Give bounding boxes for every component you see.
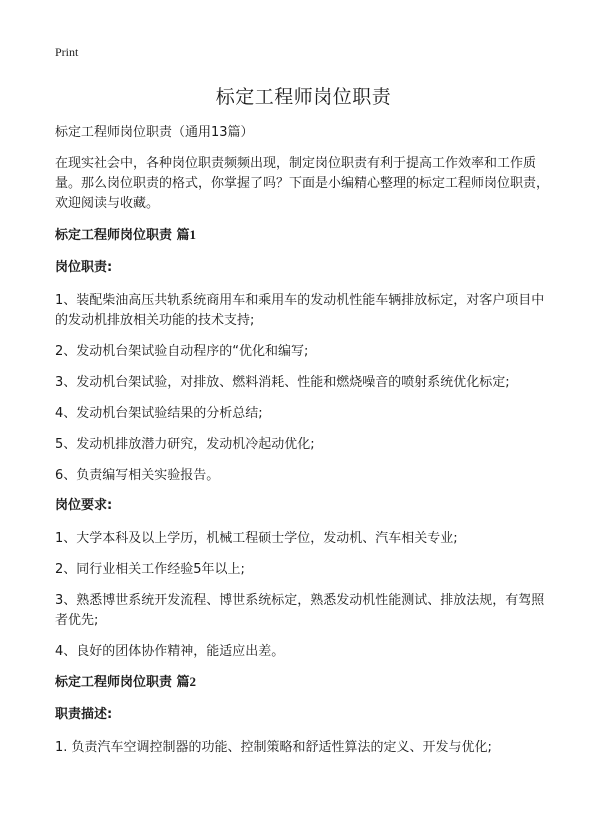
article-1-heading-text: 标定工程师岗位职责 篇 (55, 228, 190, 243)
intro-paragraph: 在现实社会中，各种岗位职责频频出现，制定岗位职责有利于提高工作效率和工作质量。那么岗位职责的格式，你掌握了吗？下面是小编精心整理的标定工程师岗位职责，欢迎阅读与收藏。 (55, 156, 550, 211)
article-2-heading-text: 标定工程师岗位职责 篇 (55, 675, 190, 690)
duties-label: 岗位职责: (55, 260, 113, 275)
requirement-item: 1、大学本科及以上学历，机械工程硕士学位，发动机、汽车相关专业; (55, 531, 458, 546)
article-1-heading-number: 1 (189, 227, 197, 242)
requirement-item: 4、良好的团体协作精神，能适应出差。 (55, 644, 285, 659)
requirement-item: 3、熟悉博世系统开发流程、博世系统标定，熟悉发动机性能测试、排放法规，有驾照者优先; (55, 593, 545, 628)
article-1-heading (55, 226, 552, 245)
duty-item: 4、发动机台架试验结果的分析总结; (55, 406, 263, 421)
document-subtitle: 标定工程师岗位职责（通用13篇） (55, 125, 254, 140)
duty-item: 3、发动机台架试验，对排放、燃料消耗、性能和燃烧噪音的喷射系统优化标定; (55, 375, 510, 390)
description-item: 1. 负责汽车空调控制器的功能、控制策略和舒适性算法的定义、开发与优化; (55, 740, 492, 755)
article-2-heading (55, 673, 552, 692)
duty-item: 1、装配柴油高压共轨系统商用车和乘用车的发动机性能车辆排放标定，对客户项目中的发动机排放相关功能的技术支持; (55, 293, 545, 328)
print-link[interactable]: Print (55, 45, 79, 59)
requirements-label: 岗位要求: (55, 498, 113, 513)
page-title: 标定工程师岗位职责 (215, 86, 392, 108)
job-description-label: 职责描述: (55, 707, 113, 722)
article-2-heading-number: 2 (189, 674, 197, 689)
duty-item: 5、发动机排放潜力研究，发动机冷起动优化; (55, 437, 315, 452)
duty-item: 6、负责编写相关实验报告。 (55, 468, 220, 483)
requirement-item: 2、同行业相关工作经验5年以上; (55, 562, 245, 577)
duty-item: 2、发动机台架试验自动程序的“优化和编写; (55, 344, 309, 359)
